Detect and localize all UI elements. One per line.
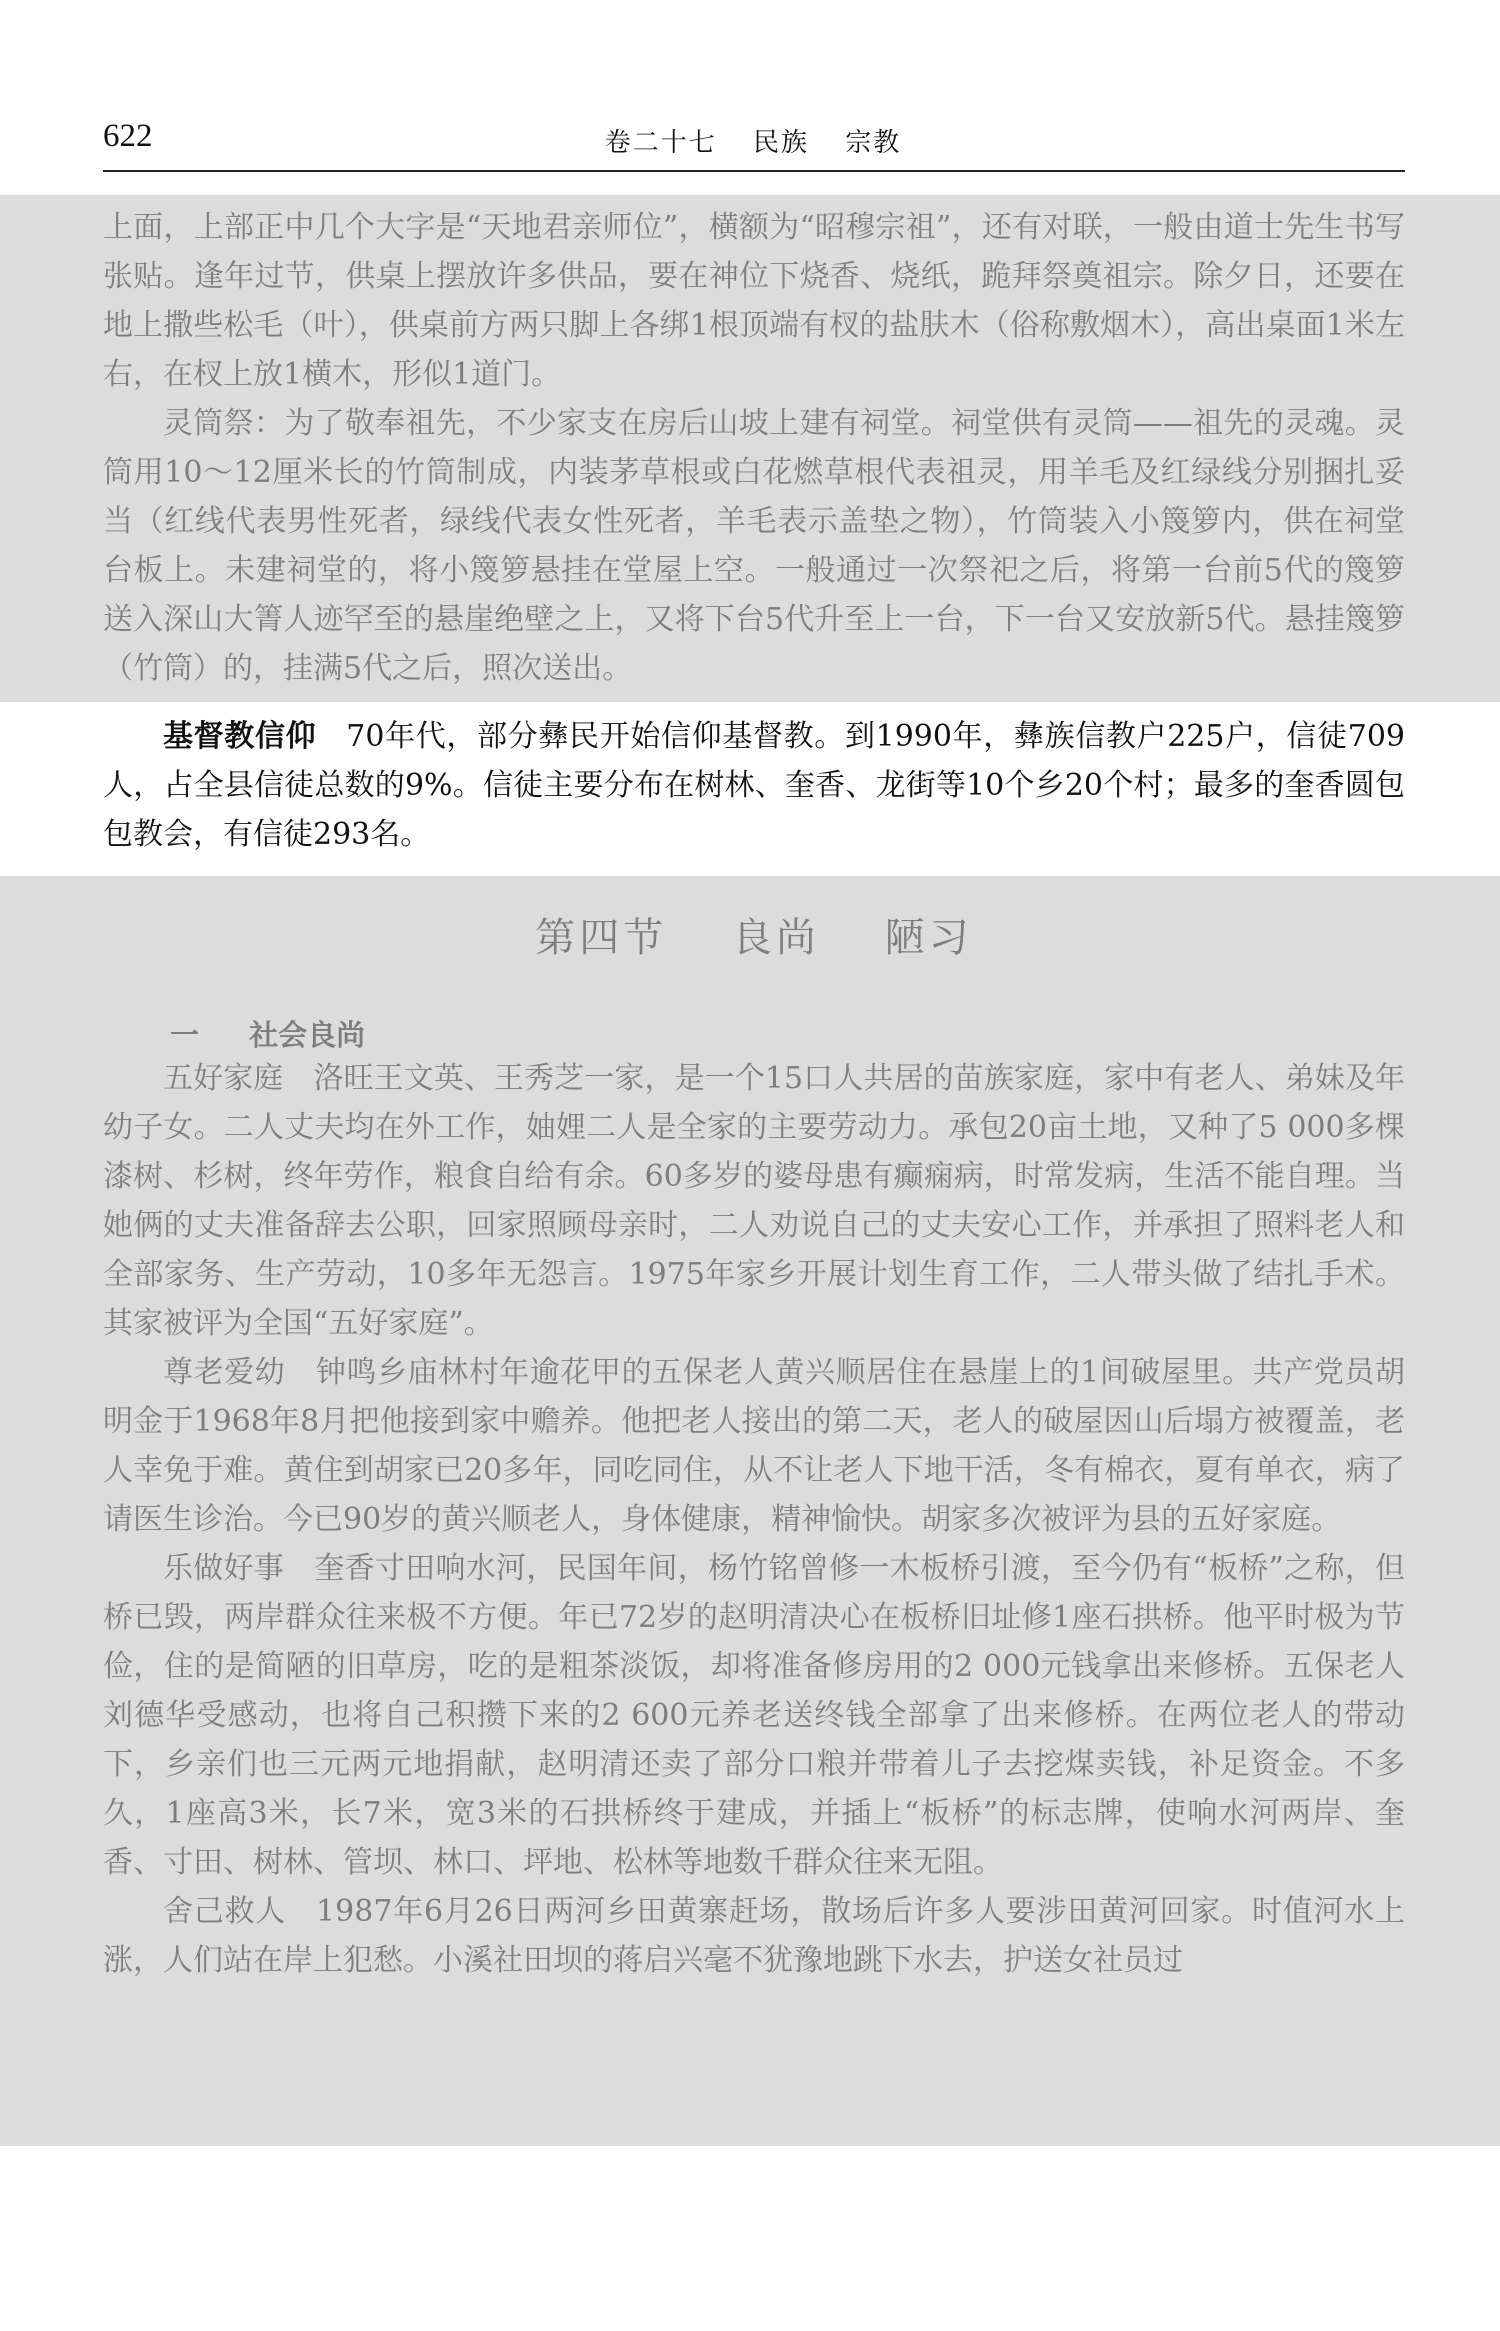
section-title-2: 陋习	[884, 915, 973, 961]
paragraph-sheji	[103, 1887, 1405, 1985]
lezuo-lead: 乐做好事	[163, 1551, 285, 1586]
running-head	[103, 122, 1403, 159]
section-title-1: 良尚	[732, 915, 820, 961]
subsection-heading	[170, 1013, 365, 1054]
christian-lead: 基督教信仰	[163, 719, 317, 754]
sheji-lead: 舍己救人	[163, 1894, 287, 1929]
sheji-text: 1987年6月26日两河乡田黄寨赶场，散场后许多人要涉田黄河回家。时值河水上涨，人们站在岸上犯愁。小溪社田坝的蒋启兴毫不犹豫地跳下水去，护送女社员过	[103, 1894, 1406, 1978]
christian-block	[103, 712, 1405, 859]
header-rule	[103, 170, 1405, 172]
zunlao-lead: 尊老爱幼	[163, 1355, 286, 1390]
top-text-block	[103, 203, 1405, 693]
volume-label: 卷二十七	[604, 128, 717, 158]
chapter-title-1: 民族	[752, 128, 809, 158]
section-number: 第四节	[535, 915, 668, 961]
paragraph-lingtong	[103, 399, 1405, 693]
bottom-text-block	[103, 1054, 1405, 1985]
paragraph-lezuo	[103, 1544, 1405, 1887]
paragraph-wuhao	[103, 1054, 1405, 1348]
lezuo-text: 奎香寸田响水河，民国年间，杨竹铭曾修一木板桥引渡，至今仍有“板桥”之称，但桥已毁，两岸群众往来极不方便。年已72岁的赵明清决心在板桥旧址修1座石拱桥。他平时极为节俭，住的是简陋的旧草房，吃的是粗茶淡饭，却将准备修房用的2 000元钱拿出来修桥。五保老人刘德华受感动，也将自己积攒下来的2 600元养老送终钱全部拿了出来修桥。在两位老人的带动下，乡亲们也三元两元地捐献，赵明清还卖了部分口粮并带着儿子去挖煤卖钱，补足资金。不多久，1座高3米，长7米，宽3米的石拱桥终于建成，并插上“板桥”的标志牌，使响水河两岸、奎香、寸田、树林、管坝、林口、坪地、松林等地数千群众往来无阻。	[103, 1551, 1405, 1880]
wuhao-lead: 五好家庭	[163, 1061, 284, 1096]
subsection-number: 一	[170, 1018, 200, 1052]
paragraph-continued: 上面，上部正中几个大字是“天地君亲师位”，横额为“昭穆宗祖”，还有对联，一般由道士先生书写张贴。逢年过节，供桌上摆放许多供品，要在神位下烧香、烧纸，跪拜祭奠祖宗。除夕日，还要在地上撒些松毛（叶），供桌前方两只脚上各绑1根顶端有杈的盐肤木（俗称敷烟木），高出桌面1米左右，在杈上放1横木，形似1道门。	[103, 210, 1405, 392]
page-header	[103, 118, 1403, 168]
section-heading	[103, 906, 1405, 963]
chapter-title-2: 宗教	[845, 128, 902, 158]
zunlao-text: 钟鸣乡庙林村年逾花甲的五保老人黄兴顺居住在悬崖上的1间破屋里。共产党员胡明金于1968年8月把他接到家中赡养。他把老人接出的第二天，老人的破屋因山后塌方被覆盖，老人幸免于难。黄住到胡家已20多年，同吃同住，从不让老人下地干活，冬有棉衣，夏有单衣，病了请医生诊治。今已90岁的黄兴顺老人，身体健康，精神愉快。胡家多次被评为县的五好家庭。	[103, 1355, 1405, 1537]
christian-text: 70年代，部分彝民开始信仰基督教。到1990年，彝族信教户225户，信徒709人，占全县信徒总数的9%。信徒主要分布在树林、奎香、龙街等10个乡20个村；最多的奎香圆包包教会，有信徒293名。	[103, 719, 1405, 852]
paragraph-christian	[103, 712, 1405, 859]
subsection-title: 社会良尚	[249, 1018, 366, 1052]
wuhao-text: 洛旺王文英、王秀芝一家，是一个15口人共居的苗族家庭，家中有老人、弟妹及年幼子女。二人丈夫均在外工作，妯娌二人是全家的主要劳动力。承包20亩土地，又种了5 000多棵漆树、杉树，终年劳作，粮食自给有余。60多岁的婆母患有癫痫病，时常发病，生活不能自理。当她俩的丈夫准备辞去公职，回家照顾母亲时，二人劝说自己的丈夫安心工作，并承担了照料老人和全部家务、生产劳动，10多年无怨言。1975年家乡开展计划生育工作，二人带头做了结扎手术。其家被评为全国“五好家庭”。	[103, 1061, 1405, 1341]
paragraph-zunlao	[103, 1348, 1405, 1544]
lingtong-lead: 灵筒祭：	[163, 406, 285, 441]
lingtong-text: 为了敬奉祖先，不少家支在房后山坡上建有祠堂。祠堂供有灵筒——祖先的灵魂。灵筒用10～12厘米长的竹筒制成，内装茅草根或白花燃草根代表祖灵，用羊毛及红绿线分别捆扎妥当（红线代表男性死者，绿线代表女性死者，羊毛表示盖垫之物），竹筒装入小篾箩内，供在祠堂台板上。未建祠堂的，将小篾箩悬挂在堂屋上空。一般通过一次祭祀之后，将第一台前5代的篾箩送入深山大箐人迹罕至的悬崖绝壁之上，又将下台5代升至上一台，下一台又安放新5代。悬挂篾箩（竹筒）的，挂满5代之后，照次送出。	[103, 406, 1406, 686]
gray-band-top	[0, 195, 1500, 702]
page-number: 622	[103, 118, 153, 154]
gray-band-bottom	[0, 876, 1500, 2146]
